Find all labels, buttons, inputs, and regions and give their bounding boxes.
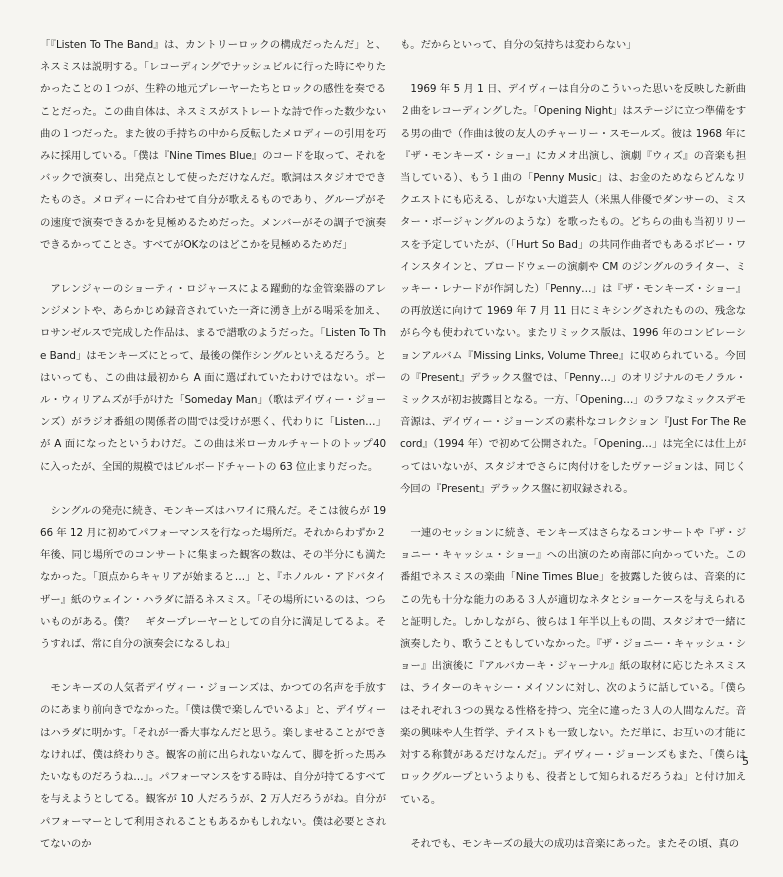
left-column (40, 34, 386, 877)
paragraph: アレンジャーのショーティ・ロジャースによる躍動的な金管楽器のアレンジメントや、あらかじめ録音されていた一斉に湧き上がる喝采を加え、ロサンゼルスで完成した作品は、まるで譜歌のようだった。「Listen To The Band」はモンキーズにとって、最後の傑作シングルといえるだろう。とはいっても、この曲は最初から A 面に選ばれていたわけではない。ポール・ウィリアムズが手がけた「Someday Man」（歌はデイヴィー・ジョーンズ）がラジオ番組の関係者の間では受けが悪く、代わりに「Listen…」が A 面になったというわけだ。この曲は米ローカルチャートのトップ40 に入ったが、全国的規模ではビルボードチャートの 63 位止まりだった。 (40, 283, 386, 473)
paragraph: 一連のセッションに続き、モンキーズはさらなるコンサートや『ザ・ジョニー・キャッシュ・ショー』への出演のため南部に向かっていた。この番組でネスミスの楽曲「Nine Times Blue」を披露した彼らは、音楽的にこの先も十分な能力のある３人が適切なネタとショーケースを与えられると証明した。しかしながら、彼らは１年半以上もの間、スタジオで一緒に演奏したり、歌うこともしていなかった。『ザ・ジョニー・キャッシュ・ショー』出演後に『アルバカーキ・ジャーナル』紙の取材に応じたネスミスは、ライターのキャシー・メイソンに対し、次のように話している。「僕らはそれぞれ３つの異なる性格を持つ、完全に違った３人の人間なんだ。音楽の興味や人生哲学、テイストも一致しない。ただ単に、お互いの才能に対する称賛があるだけなんだ」。デイヴィー・ジョーンズもまた、「僕らはロックグループというよりも、役者として知られるだろうね」と付け加えている。 (400, 527, 746, 806)
paragraph: も。だからといって、自分の気持ちは変わらない」 (400, 39, 637, 51)
paragraph: それでも、モンキーズの最大の成功は音楽にあった。またその頃、真の (410, 837, 740, 850)
paragraph: シングルの発売に続き、モンキーズはハワイに飛んだ。そこは彼らが 1966 年 12 月に初めてパフォーマンスを行なった場所だ。それからわずか２年後、同じ場所でのコンサートに集まった観客の数は、その半分にも満たなかった。「頂点からキャリアが始まると…」と、『ホノルル・アドバタイザー』紙のウェイン・ハラダに語るネスミス。「その場所にいるのは、つらいものがある。僕？ ギタープレーヤーとしての自分に満足してるよ。そうすれば、常に自分の演奏会になるしね」 (40, 504, 386, 651)
paragraph: 1969 年 5 月 1 日、デイヴィーは自分のこういった思いを反映した新曲２曲をレコーディングした。「Opening Night」はステージに立つ準備をする男の曲で（作曲は彼の友人のチャーリー・スモールズ。彼は 1968 年に『ザ・モンキーズ・ショー』にカメオ出演し、演劇『ウィズ』の音楽も担当している）、もう１曲の「Penny Music」は、お金のためならどんなリクエストにも応える、しがない大道芸人（米黒人俳優でダンサーの、ミスター・ボージャングルのような）を歌ったもの。どちらの曲も当初リリースを予定していたが、（「Hurt So Bad」の共同作曲者でもあるボビー・ワインスタインと、ブロードウェーの演劇や CM のジングルのライター、ミッキー・レナードが作詞した）「Penny…」は『ザ・モンキーズ・ショー』の再放送に向けて 1969 年 7 月 11 日にミキシングされたものの、残念ながら今も使われていない。またリミックス版は、1996 年のコンピレーションアルバム『Missing Links, Volume Three』に収められている。今回の『Present』デラックス盤では、「Penny…」のオリジナルのモノラル・ミックスが初お披露目となる。一方、「Opening…」のラフなミックスデモ音源は、デイヴィー・ジョーンズの素朴なコレクション『Just For The Record』（1994 年）で初めて公開された。「Opening…」は完全には仕上がってはいないが、スタジオでさらに肉付けをしたヴァージョンは、同じく今回の『Present』デラックス盤に初収録される。 (400, 83, 746, 495)
paragraph: 「『Listen To The Band』は、カントリーロックの構成だったんだ」と、ネスミスは説明する。「レコーディングでナッシュビルに行った時にやりたかったことの１つが、生粋の地元プレーヤーたちとロックの感性を奏でることだった。この曲自体は、ネスミスがストレートな詩で作った数少ない曲の１つだった。また彼の手持ちの中から反転したメロディーの引用を巧みに採用している。「僕は『Nine Times Blue』のコードを取って、それをバックで演奏し、出発点として使っただけなんだ。歌詞はスタジオでできたものさ。メロディーに合わせて自分が歌えるものであり、グループがその速度で演奏できるかを見極めるためだった。メンバーがその調子で演奏できるかってことさ。すべてがOKなのはどこかを見極めるためだ」 (40, 39, 386, 251)
paragraph: モンキーズの人気者デイヴィー・ジョーンズは、かつての名声を手放すのにあまり前向きでなかった。「僕は僕で楽しんでいるよ」と、デイヴィーはハラダに明かす。「それが一番大事なんだと思う。楽しませることができなければ、僕は終わりさ。観客の前に出られないなんて、脚を折った馬みたいなものだろうね…」。パフォーマンスをする時は、自分が持てるすべてを与えようとしてる。観客が 10 人だろうが、2 万人だろうがね。自分がパフォーマーとして利用されることもあるかもしれない。僕は必要とされてないのか (40, 682, 386, 850)
page-number: 5 (742, 755, 749, 768)
right-column (400, 34, 746, 877)
